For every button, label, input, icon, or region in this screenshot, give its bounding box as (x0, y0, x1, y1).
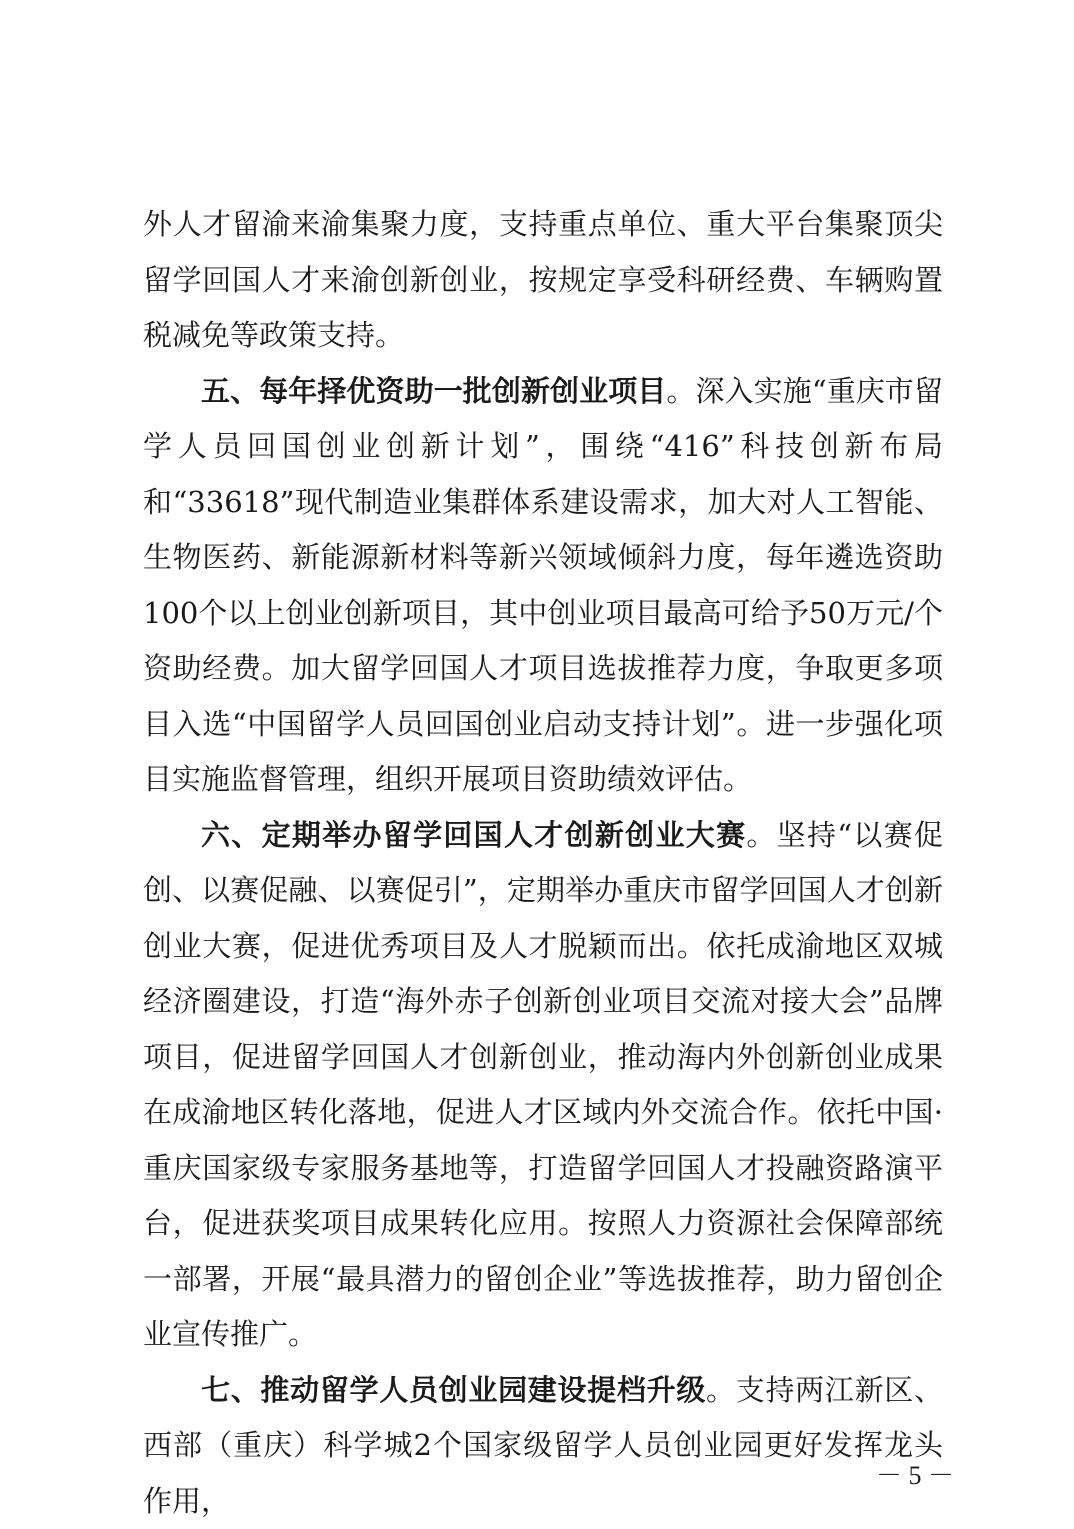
section-heading: 六、定期举办留学回国人才创新创业大赛 (201, 818, 746, 852)
section-heading: 七、推动留学人员创业园建设提档升级 (201, 1373, 706, 1407)
paragraph-text: 外人才留渝来渝集聚力度，支持重点单位、重大平台集聚顶尖留学回国人才来渝创新创业，按规定享受科研经费、车辆购置税减免等政策支持。 (143, 207, 943, 352)
page-number: － 5 － (876, 1455, 946, 1492)
paragraph-text: 。深入实施“重庆市留学人员回国创业创新计划”，围绕“416”科技创新布局和“33618”现代制造业集群体系建设需求，加大对人工智能、生物医药、新能源新材料等新兴领域倾斜力度，每年遴选资助100个以上创业创新项目，其中创业项目最高可给予50万元/个资助经费。加大留学回国人才项目选拔推荐力度，争取更多项目入选“中国留学人员回国创业启动支持计划”。进一步强化项目实施监督管理，组织开展项目资助绩效评估。 (143, 374, 943, 797)
section-heading: 五、每年择优资助一批创新创业项目 (201, 374, 666, 408)
paragraph-text: 。支持两江新区、西部（重庆）科学城2个国家级留学人员创业园更好发挥龙头作用， (143, 1373, 943, 1518)
paragraph-section-7 (143, 1363, 943, 1529)
paragraph-continuation (143, 197, 943, 364)
paragraph-section-6 (143, 808, 943, 1363)
paragraph-text: 。坚持“以赛促创、以赛促融、以赛促引”，定期举办重庆市留学回国人才创新创业大赛，促进优秀项目及人才脱颖而出。依托成渝地区双城经济圈建设，打造“海外赤子创新创业项目交流对接大会”品牌项目，促进留学回国人才创新创业，推动海内外创新创业成果在成渝地区转化落地，促进人才区域内外交流合作。依托中国·重庆国家级专家服务基地等，打造留学回国人才投融资路演平台，促进获奖项目成果转化应用。按照人力资源社会保障部统一部署，开展“最具潜力的留创企业”等选拔推荐，助力留创企业宣传推广。 (143, 818, 943, 1352)
document-body (143, 197, 943, 1529)
paragraph-section-5 (143, 364, 943, 808)
